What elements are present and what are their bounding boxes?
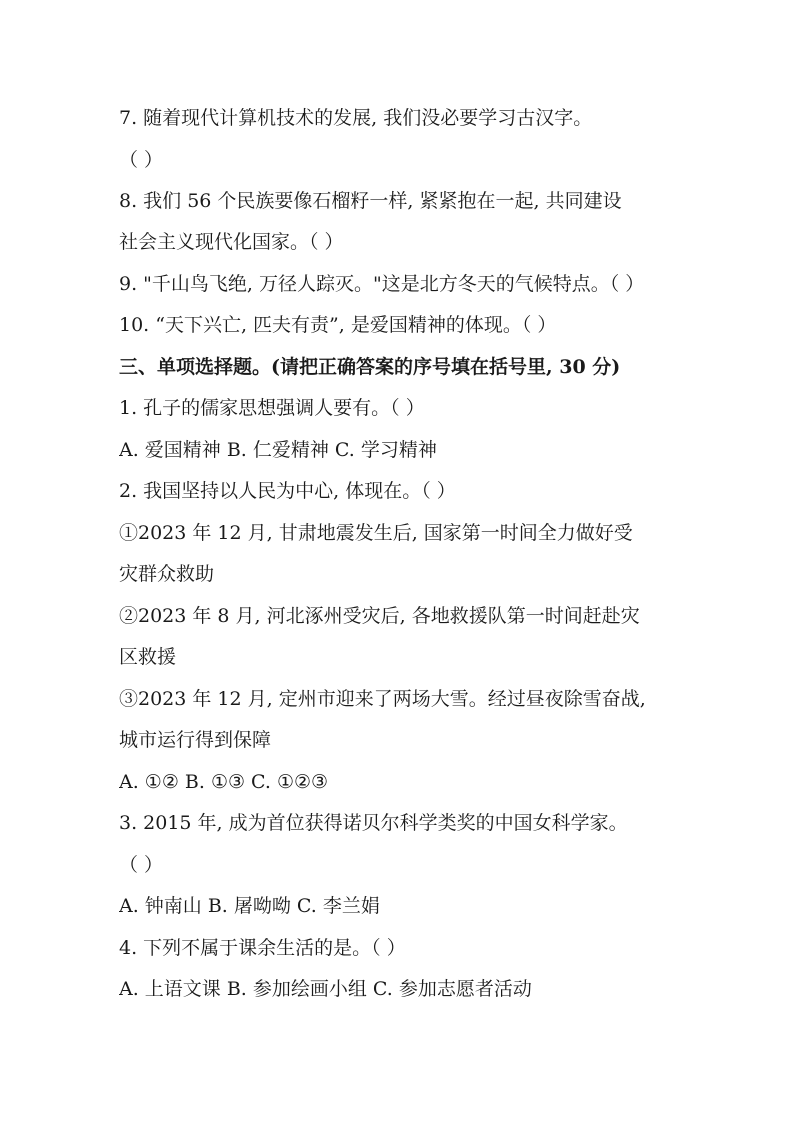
question-10-text: 10. “天下兴亡, 匹夫有责”, 是爱国精神的体现。（ ） [119,314,557,336]
question-7-text: 7. 随着现代计算机技术的发展, 我们没必要学习古汉字。 [119,107,593,129]
choice-question-1-options: A. 爱国精神 B. 仁爱精神 C. 学习精神 [119,439,437,461]
choice-question-4-text: 4. 下列不属于课余生活的是。（ ） [119,937,406,959]
choice-question-3-answer-blank: （ ） [119,854,164,876]
choice-question-2-text: 2. 我国坚持以人民为中心, 体现在。（ ） [119,480,456,502]
question-8-text-line1: 8. 我们 56 个民族要像石榴籽一样, 紧紧抱在一起, 共同建设 [119,190,622,212]
question-7-answer-blank: （ ） [119,149,164,171]
choice-question-2-item-2-line1: ②2023 年 8 月, 河北涿州受灾后, 各地救援队第一时间赶赴灾 [119,605,640,627]
question-9-text: 9. "千山鸟飞绝, 万径人踪灭。"这是北方冬天的气候特点。（ ） [119,273,645,295]
choice-question-2-options: A. ①② B. ①③ C. ①②③ [119,771,329,793]
section-heading-single-choice: 三、单项选择题。(请把正确答案的序号填在括号里, 30 分) [119,356,621,378]
choice-question-3-text: 3. 2015 年, 成为首位获得诺贝尔科学类奖的中国女科学家。 [119,812,628,834]
choice-question-2-item-3-line1: ③2023 年 12 月, 定州市迎来了两场大雪。经过昼夜除雪奋战, [119,688,646,710]
choice-question-2-item-3-line2: 城市运行得到保障 [119,729,272,751]
choice-question-4-options: A. 上语文课 B. 参加绘画小组 C. 参加志愿者活动 [119,978,532,1000]
question-8-text-line2: 社会主义现代化国家。（ ） [119,231,344,253]
choice-question-2-item-1-line1: ①2023 年 12 月, 甘肃地震发生后, 国家第一时间全力做好受 [119,522,633,544]
choice-question-1-text: 1. 孔子的儒家思想强调人要有。（ ） [119,397,425,419]
choice-question-2-item-1-line2: 灾群众救助 [119,563,215,585]
choice-question-3-options: A. 钟南山 B. 屠呦呦 C. 李兰娟 [119,895,380,917]
choice-question-2-item-2-line2: 区救援 [119,646,177,668]
